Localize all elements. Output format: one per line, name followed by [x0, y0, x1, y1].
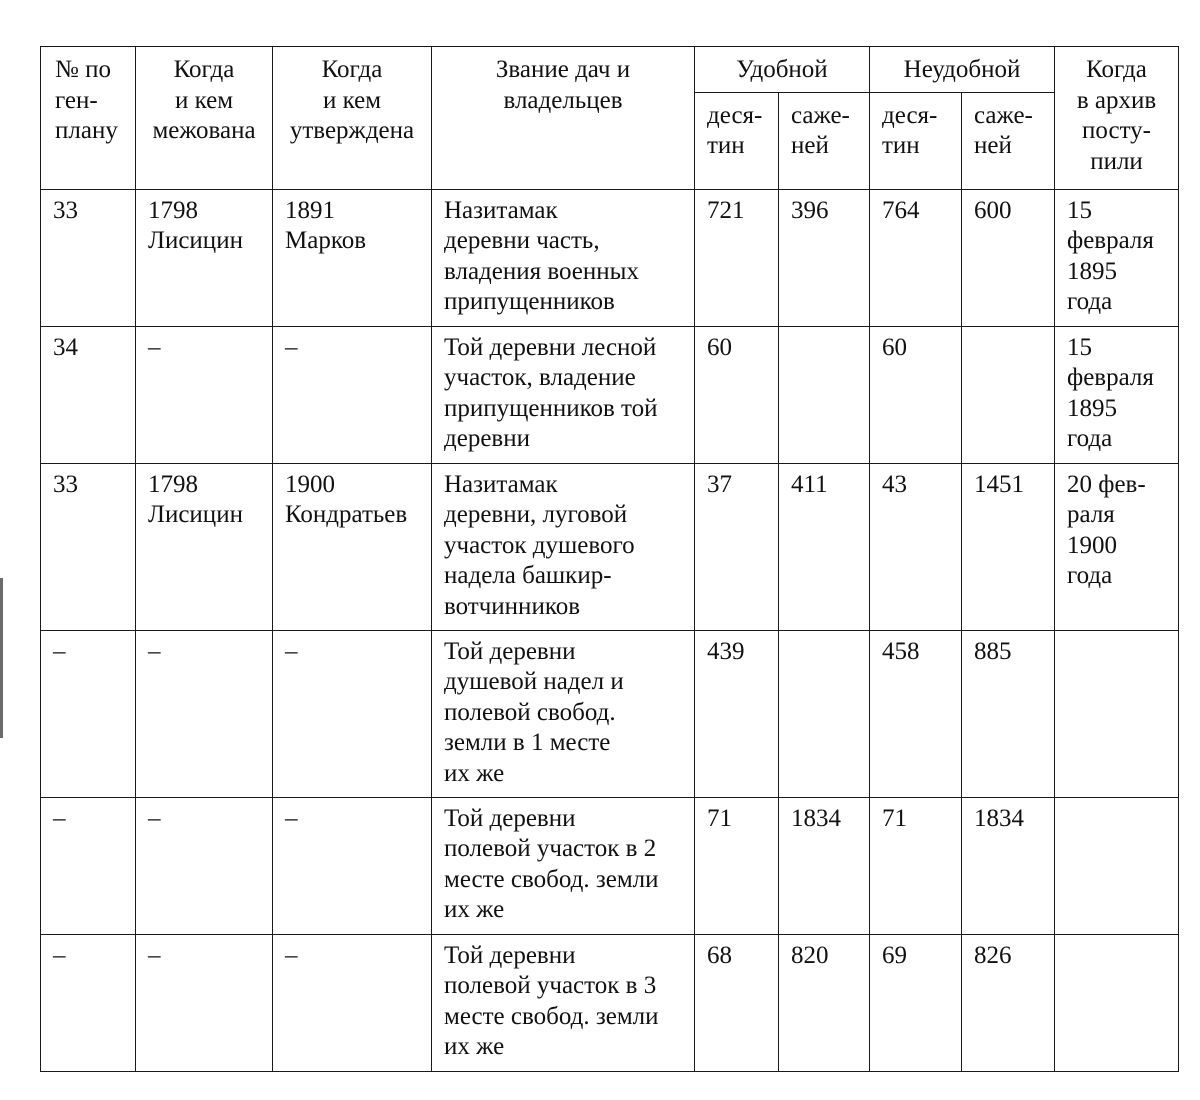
cell-inconv-sazhens: 1451 [974, 470, 1024, 498]
cell-approved: 1891 Марков [285, 196, 367, 254]
cell-inconv-sazhens [962, 327, 1054, 339]
cell-archived [1055, 798, 1178, 810]
header-title [432, 47, 695, 190]
cell-conv-dessiatines: 37 [707, 470, 732, 498]
header-convenient [695, 47, 870, 93]
table-row [41, 630, 1179, 797]
cell-num: – [53, 804, 66, 832]
cell-conv-sazhens: 396 [791, 196, 829, 224]
cell-inconv-dessiatines: 764 [882, 196, 920, 224]
header-archived-label: Когда в архив посту- пили [1076, 56, 1157, 175]
cell-conv-sazhens: 411 [791, 470, 828, 498]
cell-conv-dessiatines: 71 [707, 804, 732, 832]
table-row [41, 934, 1179, 1071]
cell-conv-dessiatines: 60 [707, 333, 732, 361]
cell-inconv-dessiatines: 458 [882, 637, 920, 665]
table-row [41, 326, 1179, 463]
header-archived [1055, 47, 1179, 190]
header-row-top [41, 47, 1179, 93]
cell-surveyed: 1798 Лисицин [148, 470, 243, 528]
cell-surveyed: – [148, 804, 161, 832]
cell-inconv-dessiatines: 69 [882, 941, 907, 969]
header-sazhens-label: саже- ней [791, 101, 850, 159]
cell-inconv-sazhens: 826 [974, 941, 1012, 969]
cell-title: Той деревни полевой участок в 2 месте свобод. земли их же [444, 804, 659, 923]
cell-inconv-sazhens: 885 [974, 637, 1012, 665]
header-num [41, 47, 136, 190]
header-convenient-sazhens [779, 92, 870, 189]
header-dessiatines-label: деся- тин [707, 101, 763, 159]
header-approved-label: Когда и кем утверждена [289, 56, 415, 144]
cell-approved: – [285, 941, 298, 969]
cell-num: – [53, 941, 66, 969]
header-convenient-label: Удобной [736, 56, 828, 83]
cell-conv-sazhens: 1834 [791, 804, 841, 832]
cell-inconv-dessiatines: 60 [882, 333, 907, 361]
cell-conv-sazhens [779, 631, 869, 643]
cell-inconv-dessiatines: 43 [882, 470, 907, 498]
header-approved [273, 47, 432, 190]
cell-inconv-dessiatines: 71 [882, 804, 907, 832]
cell-surveyed: – [148, 941, 161, 969]
cell-conv-sazhens: 820 [791, 941, 829, 969]
table-row [41, 189, 1179, 326]
cell-inconv-sazhens: 1834 [974, 804, 1024, 832]
cell-inconv-sazhens: 600 [974, 196, 1012, 224]
table-row [41, 463, 1179, 630]
cell-approved: 1900 Кондратьев [285, 470, 408, 528]
cell-archived: 15 февраля 1895 года [1067, 196, 1154, 315]
header-sazhens-label: саже- ней [974, 101, 1033, 159]
cell-title: Той деревни лесной участок, владение припущенников той деревни [444, 333, 658, 452]
header-surveyed-label: Когда и кем межована [152, 56, 256, 144]
header-convenient-dessiatines [695, 92, 779, 189]
cell-approved: – [285, 804, 298, 832]
cell-conv-dessiatines: 721 [707, 196, 745, 224]
cell-num: – [53, 637, 66, 665]
page-edge-mark [0, 578, 3, 738]
header-num-label: № по ген- плану [55, 56, 118, 144]
header-inconvenient-dessiatines [870, 92, 962, 189]
cell-archived: 15 февраля 1895 года [1067, 333, 1154, 452]
header-inconvenient-sazhens [962, 92, 1055, 189]
cell-title: Назитамак деревни, луговой участок душевого надела башкир- вотчинников [444, 470, 635, 620]
cell-title: Той деревни полевой участок в 3 месте свобод. земли их же [444, 941, 659, 1060]
cell-num: 33 [53, 470, 78, 498]
cell-num: 34 [53, 333, 78, 361]
cell-approved: – [285, 333, 298, 361]
cell-title: Назитамак деревни часть, владения военных припущенников [444, 196, 639, 315]
cell-title: Той деревни душевой надел и полевой свобод. земли в 1 месте их же [444, 637, 624, 787]
cell-archived [1055, 935, 1178, 947]
cell-surveyed: 1798 Лисицин [148, 196, 243, 254]
cell-surveyed: – [148, 637, 161, 665]
header-surveyed [136, 47, 273, 190]
cell-archived: 20 фев- раля 1900 года [1067, 470, 1146, 589]
cell-approved: – [285, 637, 298, 665]
header-dessiatines-label: деся- тин [882, 101, 938, 159]
cell-conv-sazhens [779, 327, 869, 339]
cell-conv-dessiatines: 68 [707, 941, 732, 969]
table-row [41, 797, 1179, 934]
cell-surveyed: – [148, 333, 161, 361]
header-inconvenient-label: Неудобной [903, 56, 1021, 83]
header-inconvenient [870, 47, 1055, 93]
header-title-label: Звание дач и владельцев [495, 56, 631, 114]
cell-conv-dessiatines: 439 [707, 637, 745, 665]
cell-num: 33 [53, 196, 78, 224]
land-survey-table [40, 46, 1179, 1072]
cell-archived [1055, 631, 1178, 643]
